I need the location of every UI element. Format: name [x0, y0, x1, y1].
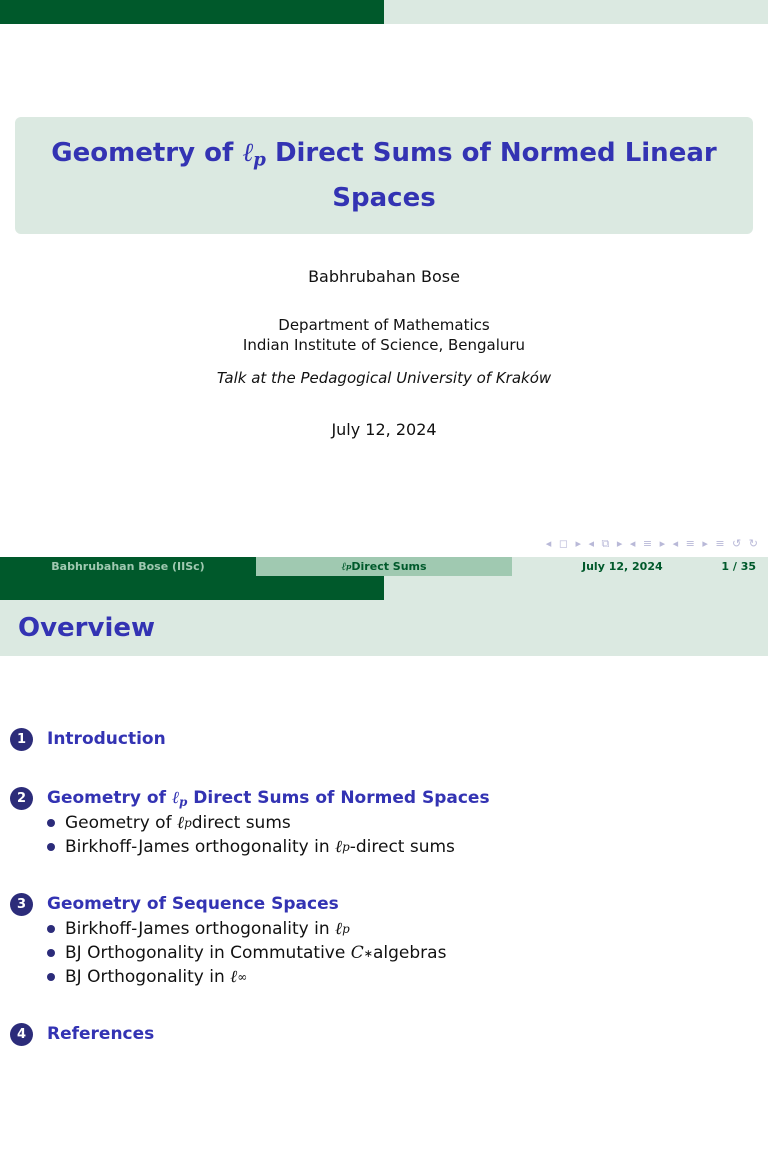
toc-subsection[interactable]: [47, 965, 750, 989]
title-text-2: Direct Sums of Normed Linear Spaces: [265, 137, 717, 214]
subsection-superscript: ∗: [363, 946, 373, 960]
header-bar: [0, 576, 768, 600]
subsection-text-2: direct sums: [191, 813, 291, 833]
subsection-text-2: algebras: [373, 943, 447, 963]
section-subscript: p: [179, 794, 188, 809]
title-subscript: p: [253, 149, 266, 171]
subsection-ell-symbol: ℓ: [176, 813, 185, 833]
header-bar-light: [384, 0, 768, 24]
section-title[interactable]: Geometry of Sequence Spaces: [47, 894, 339, 914]
frame-title-bar: [0, 600, 768, 656]
footer-ell-symbol: ℓ: [341, 560, 347, 573]
subsection-ell-symbol: ℓ: [230, 967, 238, 987]
section-ell-symbol: ℓ: [171, 787, 180, 808]
footer-bar: [0, 557, 768, 576]
bullet-icon: [47, 973, 55, 981]
footer-subscript: p: [346, 562, 352, 571]
department: Department of Mathematics: [278, 316, 490, 334]
toc-section-3[interactable]: [10, 891, 750, 989]
frame-title: Overview: [18, 613, 156, 643]
section-title-text-1: Geometry of: [47, 787, 172, 808]
subsection-text-1: Birkhoff-James orthogonality in: [65, 837, 330, 857]
footer-title-text: Direct Sums: [351, 560, 427, 573]
event-name: Talk at the Pedagogical University of Kraków: [216, 369, 552, 387]
section-title[interactable]: [47, 788, 490, 809]
subsection-ell-symbol: ℓ: [335, 919, 343, 939]
toc-subsection[interactable]: [47, 811, 750, 835]
bullet-icon: [47, 949, 55, 957]
footer-short-title: [256, 557, 512, 576]
subsection-subscript: p: [342, 840, 350, 854]
header-bar-dark: [0, 576, 384, 600]
navigation-symbols[interactable]: ◂ ◻ ▸ ◂ ⧉ ▸ ◂ ≡ ▸ ◂ ≡ ▸ ≡ ↺ ↻: [545, 537, 760, 550]
header-bar-dark: [0, 0, 384, 24]
author-name: Babhrubahan Bose: [308, 267, 460, 286]
header-bar: [0, 0, 768, 24]
presentation-date: July 12, 2024: [331, 420, 437, 439]
title-ell-symbol: ℓ: [242, 137, 254, 168]
subsection-text-1: BJ Orthogonality in Commutative: [65, 943, 346, 963]
section-number-ball: 4: [10, 1023, 33, 1046]
subsection-subscript: p: [342, 922, 350, 936]
subsection-subscript: p: [184, 816, 192, 830]
section-title[interactable]: References: [47, 1024, 155, 1044]
subsection-subscript: ∞: [237, 970, 248, 984]
subsection-text-1: Geometry of: [65, 813, 172, 833]
section-number-ball: 2: [10, 787, 33, 810]
footer-date-page: [512, 557, 768, 576]
section-number-ball: 3: [10, 893, 33, 916]
section-title-text-2: Direct Sums of Normed Spaces: [187, 787, 490, 808]
toc-subsection[interactable]: [47, 917, 750, 941]
header-bar-light: [384, 576, 768, 600]
toc-section-2[interactable]: [10, 785, 750, 859]
footer-page-number: 1 / 35: [721, 560, 756, 573]
title-text-1: Geometry of: [51, 137, 243, 168]
footer-author: Babhrubahan Bose (IISc): [0, 557, 256, 576]
subsection-c-symbol: C: [350, 943, 364, 963]
subsection-text-1: BJ Orthogonality in: [65, 967, 225, 987]
title-box: [15, 117, 753, 234]
section-title[interactable]: Introduction: [47, 729, 166, 749]
institute: Indian Institute of Science, Bengaluru: [242, 336, 526, 354]
toc-subsection[interactable]: [47, 941, 750, 965]
subsection-text-1: Birkhoff-James orthogonality in: [65, 919, 330, 939]
footer-date: July 12, 2024: [582, 560, 663, 573]
bullet-icon: [47, 925, 55, 933]
presentation-title: [15, 134, 753, 218]
bullet-icon: [47, 819, 55, 827]
table-of-contents: [10, 726, 750, 1067]
overview-slide: [0, 576, 768, 1152]
section-number-ball: 1: [10, 728, 33, 751]
bullet-icon: [47, 843, 55, 851]
toc-section-4[interactable]: [10, 1021, 750, 1047]
subsection-text-2: -direct sums: [349, 837, 455, 857]
toc-subsection[interactable]: [47, 835, 750, 859]
toc-section-1[interactable]: [10, 726, 750, 752]
subsection-ell-symbol: ℓ: [335, 837, 343, 857]
